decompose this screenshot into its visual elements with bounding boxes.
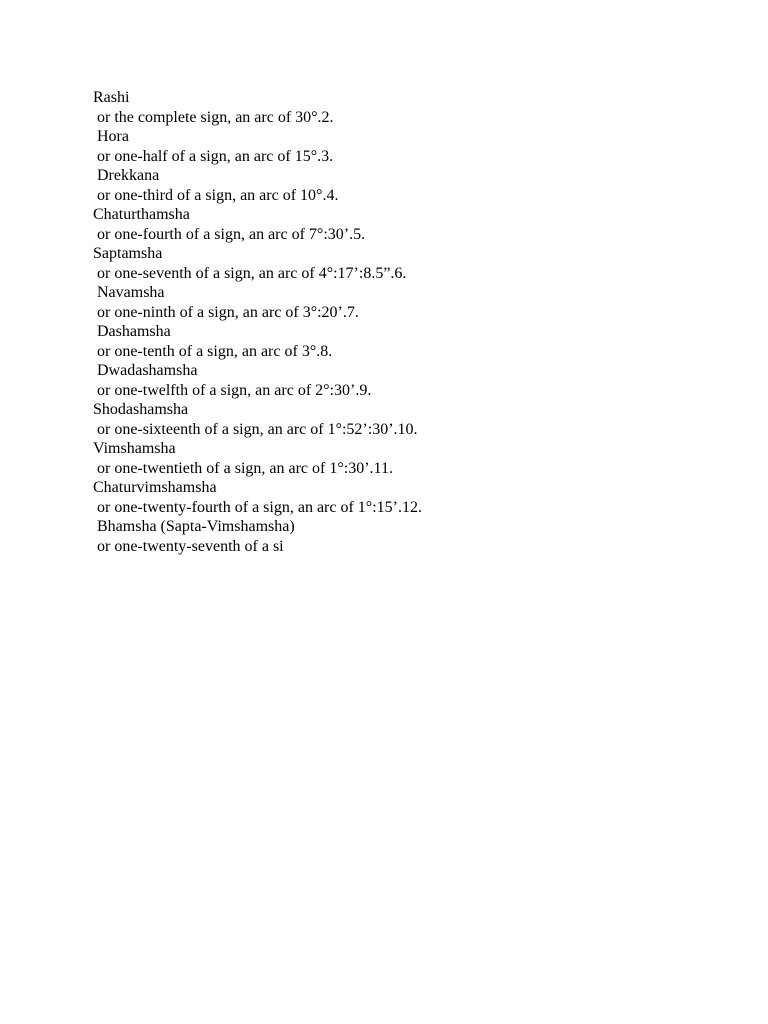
division-name-dashamsha: Dashamsha xyxy=(93,323,171,340)
division-name-hora: Hora xyxy=(93,128,129,145)
division-description-hora: or one-half of a sign, an arc of 15°.3. xyxy=(93,147,334,165)
division-description-dwadashamsha: or one-twelfth of a sign, an arc of 2°:30’.9. xyxy=(93,381,372,399)
division-description-navamsha: or one-ninth of a sign, an arc of 3°:20’.7. xyxy=(93,303,359,321)
document-page xyxy=(93,88,733,556)
division-description-saptamsha: or one-seventh of a sign, an arc of 4°:17’:8.5”.6. xyxy=(93,264,407,282)
division-name-drekkana: Drekkana xyxy=(93,167,160,184)
division-description-rashi: or the complete sign, an arc of 30°.2. xyxy=(93,108,334,126)
division-description-shodashamsha: or one-sixteenth of a sign, an arc of 1°:52’:30’.10. xyxy=(93,420,418,438)
division-name-chaturthamsha: Chaturthamsha xyxy=(93,206,190,223)
division-description-vimshamsha: or one-twentieth of a sign, an arc of 1°:30’.11. xyxy=(93,459,393,477)
division-name-vimshamsha: Vimshamsha xyxy=(93,440,176,457)
division-name-saptamsha: Saptamsha xyxy=(93,245,163,262)
division-name-navamsha: Navamsha xyxy=(93,284,165,301)
division-name-dwadashamsha: Dwadashamsha xyxy=(93,362,198,379)
division-name-rashi: Rashi xyxy=(93,89,130,106)
division-description-bhamsha: or one-twenty-seventh of a si xyxy=(93,537,284,555)
division-description-chaturvimshamsha: or one-twenty-fourth of a sign, an arc of 1°:15’.12. xyxy=(93,498,422,516)
division-name-chaturvimshamsha: Chaturvimshamsha xyxy=(93,479,217,496)
division-description-drekkana: or one-third of a sign, an arc of 10°.4. xyxy=(93,186,339,204)
division-description-chaturthamsha: or one-fourth of a sign, an arc of 7°:30’.5. xyxy=(93,225,366,243)
division-description-dashamsha: or one-tenth of a sign, an arc of 3°.8. xyxy=(93,342,333,360)
division-name-bhamsha: Bhamsha (Sapta-Vimshamsha) xyxy=(93,518,295,535)
division-name-shodashamsha: Shodashamsha xyxy=(93,401,189,418)
